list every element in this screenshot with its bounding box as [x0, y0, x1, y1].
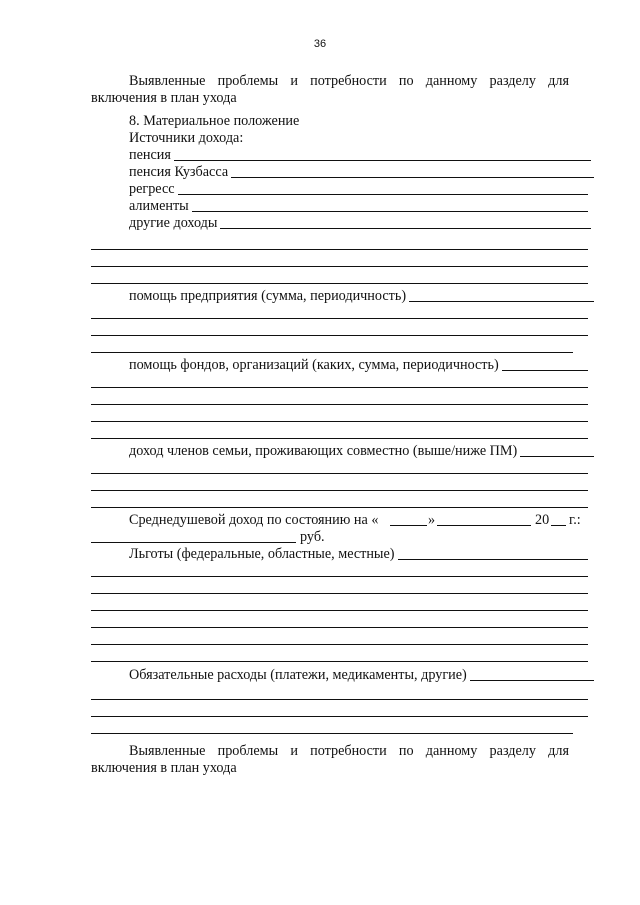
benefits-blank[interactable] — [398, 546, 589, 560]
blank-line[interactable] — [91, 352, 573, 353]
blank-line[interactable] — [91, 593, 588, 594]
family-income-label: доход членов семьи, проживающих совместно (выше/ниже ПМ) — [129, 443, 518, 459]
blank-line[interactable] — [91, 507, 588, 508]
blank-line[interactable] — [91, 716, 588, 717]
avg-income-day-blank[interactable] — [390, 525, 427, 526]
blank-line[interactable] — [91, 249, 588, 250]
problems-text-top: Выявленные проблемы и потребности по данному разделу для включения в план ухода — [91, 73, 569, 106]
mandatory-expenses-field[interactable] — [129, 667, 594, 684]
problems-paragraph-top — [91, 73, 569, 107]
avg-income-suffix: г.: — [569, 512, 581, 528]
other-income-field[interactable] — [129, 215, 591, 232]
blank-line[interactable] — [91, 644, 588, 645]
avg-income-prefix: Среднедушевой доход по состоянию на « — [129, 512, 379, 528]
blank-line[interactable] — [91, 627, 588, 628]
alimony-blank[interactable] — [192, 198, 588, 212]
avg-income-amount-blank[interactable] — [91, 542, 296, 543]
benefits-label: Льготы (федеральные, областные, местные) — [129, 546, 395, 562]
problems-paragraph-bottom — [91, 743, 569, 777]
blank-line[interactable] — [91, 438, 588, 439]
other-income-label: другие доходы — [129, 215, 218, 231]
blank-line[interactable] — [91, 610, 588, 611]
blank-line[interactable] — [91, 387, 588, 388]
income-sources-label: Источники дохода: — [129, 130, 244, 146]
alimony-field[interactable] — [129, 198, 588, 215]
rub-label: руб. — [300, 529, 325, 545]
blank-line[interactable] — [91, 421, 588, 422]
problems-text-bottom: Выявленные проблемы и потребности по данному разделу для включения в план ухода — [91, 743, 569, 776]
blank-line[interactable] — [91, 404, 588, 405]
mandatory-expenses-label: Обязательные расходы (платежи, медикаменты, другие) — [129, 667, 467, 683]
pension-field[interactable] — [129, 147, 591, 164]
avg-income-year-blank[interactable] — [551, 525, 566, 526]
avg-income-year: 20 — [535, 512, 550, 528]
funds-help-field[interactable] — [129, 357, 588, 374]
blank-line[interactable] — [91, 490, 588, 491]
section-title: 8. Материальное положение — [129, 113, 300, 129]
blank-line[interactable] — [91, 335, 588, 336]
mandatory-expenses-blank[interactable] — [470, 667, 594, 681]
kuzbass-pension-label: пенсия Кузбасса — [129, 164, 229, 180]
alimony-label: алименты — [129, 198, 189, 214]
blank-line[interactable] — [91, 699, 588, 700]
funds-help-blank[interactable] — [502, 357, 588, 371]
blank-line[interactable] — [91, 473, 588, 474]
avg-income-quote-close: » — [428, 512, 436, 528]
regress-blank[interactable] — [178, 181, 588, 195]
pension-label: пенсия — [129, 147, 171, 163]
page-number: 36 — [313, 38, 327, 50]
blank-line[interactable] — [91, 733, 573, 734]
kuzbass-pension-field[interactable] — [129, 164, 594, 181]
blank-line[interactable] — [91, 318, 588, 319]
family-income-field[interactable] — [129, 443, 594, 460]
blank-line[interactable] — [91, 576, 588, 577]
kuzbass-pension-blank[interactable] — [231, 164, 594, 178]
enterprise-help-field[interactable] — [129, 288, 594, 305]
family-income-blank[interactable] — [520, 443, 594, 457]
blank-line[interactable] — [91, 266, 588, 267]
avg-income-month-blank[interactable] — [437, 525, 531, 526]
blank-line[interactable] — [91, 283, 588, 284]
funds-help-label: помощь фондов, организаций (каких, сумма, периодичность) — [129, 357, 499, 373]
benefits-field[interactable] — [129, 546, 588, 563]
regress-label: регресс — [129, 181, 175, 197]
regress-field[interactable] — [129, 181, 588, 198]
enterprise-help-label: помощь предприятия (сумма, периодичность) — [129, 288, 407, 304]
enterprise-help-blank[interactable] — [409, 288, 594, 302]
blank-line[interactable] — [91, 661, 588, 662]
other-income-blank[interactable] — [220, 215, 591, 229]
pension-blank[interactable] — [174, 147, 591, 161]
